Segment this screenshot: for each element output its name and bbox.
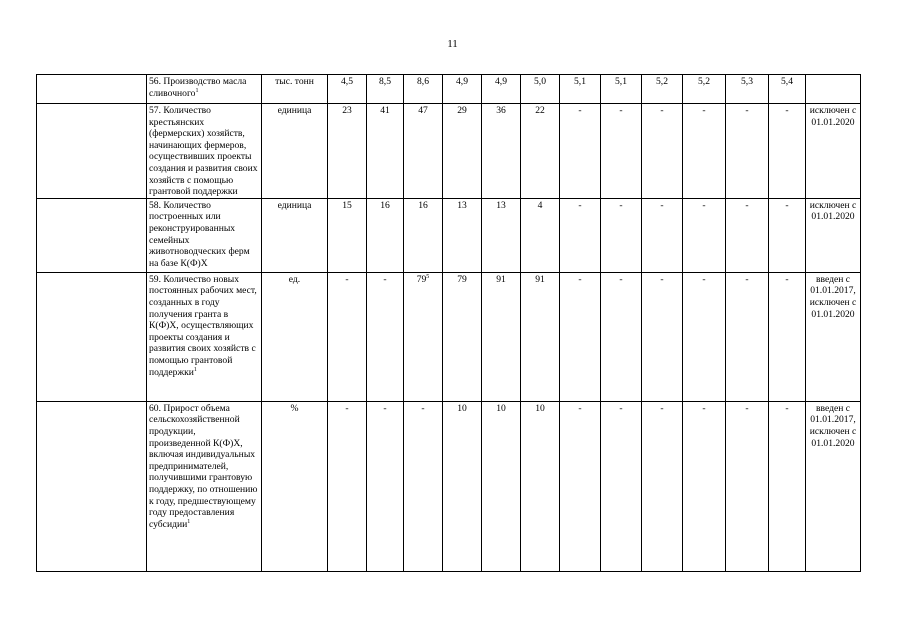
note-cell: [806, 75, 861, 104]
value: 79: [457, 273, 467, 285]
value: -: [345, 273, 349, 285]
note-cell: исключен с 01.01.2020: [806, 104, 861, 199]
value-cell: [769, 198, 806, 272]
value-cell: [601, 401, 642, 571]
blank-cell: [37, 104, 147, 199]
value: 23: [342, 105, 352, 116]
value-cell: [521, 272, 560, 401]
value: 4: [537, 199, 543, 211]
value-cell: [726, 198, 769, 272]
value: 15: [342, 199, 352, 211]
value-cell: [683, 272, 726, 401]
value: 4,9: [495, 76, 507, 87]
indicator-name-cell: [147, 75, 262, 104]
value: 5,0: [534, 76, 546, 87]
value: -: [619, 402, 623, 414]
value-cell: [328, 75, 367, 104]
value-cell: [726, 272, 769, 401]
value-cell: [726, 401, 769, 571]
footnote-mark: 1: [195, 87, 199, 94]
value: -: [578, 402, 582, 414]
value: 79: [416, 273, 427, 285]
value-cell: [560, 198, 601, 272]
value: -: [745, 199, 749, 211]
unit-cell: единица: [262, 104, 328, 199]
footnote-mark: 5: [426, 273, 430, 280]
value: -: [345, 402, 349, 414]
indicator-name-cell: [147, 272, 262, 401]
indicator-name: 60. Прирост объема сельскохозяйственной продукции, произведенной К(Ф)Х, включая индивидуальных предпринимателей, получившими грантовую поддержку, по отношению к году, предшествующему году предоставления субсидии: [149, 402, 258, 530]
value-cell: [642, 198, 683, 272]
value-cell: [726, 104, 769, 199]
value: 13: [496, 199, 506, 211]
value-cell: [642, 272, 683, 401]
value: -: [785, 105, 789, 116]
value-cell: [769, 75, 806, 104]
value-cell: [560, 272, 601, 401]
value: 5,2: [656, 76, 668, 87]
value-cell: [404, 75, 443, 104]
value: -: [785, 402, 789, 414]
value: -: [421, 402, 425, 414]
value: -: [660, 273, 664, 285]
value-cell: [642, 75, 683, 104]
value: 16: [380, 199, 390, 211]
value-cell: [443, 272, 482, 401]
unit-cell: единица: [262, 198, 328, 272]
value: -: [578, 105, 582, 116]
value-cell: [683, 75, 726, 104]
value: 13: [457, 199, 467, 211]
value: 22: [535, 105, 545, 116]
value-cell: [367, 104, 404, 199]
note-cell: введен с 01.01.2017, исключен с 01.01.2020: [806, 272, 861, 401]
value-cell: [482, 75, 521, 104]
value: -: [383, 402, 387, 414]
footnote-mark: 1: [193, 366, 197, 373]
value: -: [660, 199, 664, 211]
indicator-name-cell: [147, 401, 262, 571]
value-cell: [443, 198, 482, 272]
indicator-name: 58. Количество построенных или реконструированных семейных животноводческих ферм на базе К(Ф)Х: [149, 199, 250, 269]
value: 8,5: [379, 76, 391, 87]
value: 5,1: [574, 76, 586, 87]
value-cell: [328, 272, 367, 401]
value-cell: [560, 401, 601, 571]
value: -: [745, 402, 749, 414]
value-cell: [482, 272, 521, 401]
value: -: [619, 273, 623, 285]
value: -: [702, 199, 706, 211]
value: -: [578, 199, 582, 211]
value-cell: [642, 401, 683, 571]
value-cell: [601, 75, 642, 104]
value-cell: [560, 75, 601, 104]
value-cell: [367, 198, 404, 272]
value-cell: [404, 198, 443, 272]
value-cell: [328, 401, 367, 571]
value-cell: [769, 272, 806, 401]
value: 29: [457, 105, 467, 116]
value: 10: [457, 402, 467, 414]
value: 91: [535, 273, 545, 285]
value-cell: [683, 104, 726, 199]
indicator-name-cell: [147, 104, 262, 199]
value-cell: [601, 104, 642, 199]
table-row: [37, 104, 861, 199]
indicator-name-cell: [147, 198, 262, 272]
page-number: 11: [447, 38, 458, 50]
value: 4,9: [456, 76, 468, 87]
value: 5,3: [741, 76, 753, 87]
value: -: [785, 199, 789, 211]
value-cell: [443, 75, 482, 104]
value: 16: [418, 199, 428, 211]
value-cell: [601, 272, 642, 401]
unit-cell: ед.: [262, 272, 328, 401]
value-cell: [443, 104, 482, 199]
value-cell: [521, 75, 560, 104]
value-cell: [367, 401, 404, 571]
value: 5,1: [615, 76, 627, 87]
value: 8,6: [417, 76, 429, 87]
value: -: [619, 199, 623, 211]
value: 41: [380, 105, 390, 116]
value: -: [702, 273, 706, 285]
value: -: [619, 105, 623, 116]
value: -: [578, 273, 582, 285]
value-cell: [521, 198, 560, 272]
value-cell: [482, 198, 521, 272]
footnote-mark: 1: [187, 518, 191, 525]
value-cell: [560, 104, 601, 199]
value: -: [660, 402, 664, 414]
value-cell: [683, 198, 726, 272]
value: -: [785, 273, 789, 285]
value: -: [702, 105, 706, 116]
table-row: [37, 272, 861, 401]
value-cell: [683, 401, 726, 571]
value-cell: [367, 75, 404, 104]
value-cell: [404, 401, 443, 571]
value: 47: [418, 105, 428, 116]
value-cell: [328, 198, 367, 272]
value-cell: [642, 104, 683, 199]
blank-cell: [37, 272, 147, 401]
value-cell: [726, 75, 769, 104]
value-cell: [328, 104, 367, 199]
value-cell: [769, 104, 806, 199]
value: -: [702, 402, 706, 414]
value-cell: [482, 401, 521, 571]
value: 10: [535, 402, 545, 414]
value: 10: [496, 402, 506, 414]
value-cell: [521, 104, 560, 199]
blank-cell: [37, 198, 147, 272]
unit-cell: тыс. тонн: [262, 75, 328, 104]
value-cell: [769, 401, 806, 571]
table-row: [37, 401, 861, 571]
table-row: [37, 198, 861, 272]
indicators-table: [36, 74, 861, 572]
value-cell: [404, 272, 443, 401]
value: 36: [496, 105, 506, 116]
value: -: [745, 273, 749, 285]
value: 91: [496, 273, 506, 285]
unit-cell: %: [262, 401, 328, 571]
value-cell: [601, 198, 642, 272]
indicator-name: 56. Производство масла сливочного: [149, 76, 247, 99]
value: -: [745, 105, 749, 116]
value-cell: [367, 272, 404, 401]
value: 5,4: [781, 76, 793, 87]
indicator-name: 57. Количество крестьянских (фермерских) хозяйств, начинающих фермеров, осуществивших проекты создания и развития своих хозяйств с помощью грантовой поддержки: [149, 105, 258, 198]
value-cell: [482, 104, 521, 199]
value-cell: [443, 401, 482, 571]
blank-cell: [37, 75, 147, 104]
value: 4,5: [341, 76, 353, 87]
value: -: [660, 105, 664, 116]
blank-cell: [37, 401, 147, 571]
value: 5,2: [698, 76, 710, 87]
note-cell: введен с 01.01.2017, исключен с 01.01.2020: [806, 401, 861, 571]
value-cell: [404, 104, 443, 199]
note-cell: исключен с 01.01.2020: [806, 198, 861, 272]
indicator-name: 59. Количество новых постоянных рабочих мест, созданных в году получения гранта в К(Ф)Х, осуществляющих проекты создания и развития своих хозяйств с помощью грантовой поддержки: [149, 273, 257, 378]
table-row: [37, 75, 861, 104]
value-cell: [521, 401, 560, 571]
value: -: [383, 273, 387, 285]
